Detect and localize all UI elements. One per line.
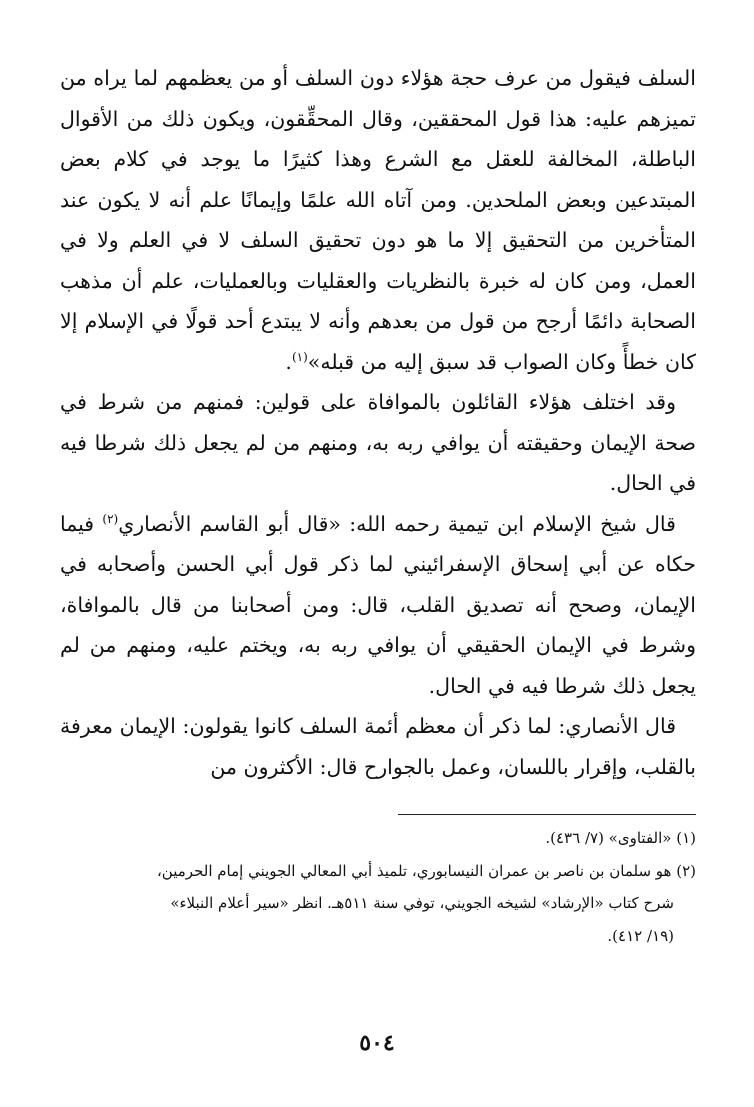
footnote-ref-1: (١)	[291, 349, 308, 364]
paragraph-3-text-after: فيما حكاه عن أبي إسحاق الإسفرائيني لما ذكر قول أبي الحسن وأصحابه في الإيمان، وصحح أنه تصديق القلب، قال: ومن أصحابنا من قال بالموافاة، وشرط في الإيمان الحقيقي أن يوافي ربه به، ويختم عليه، ومنهم من لم يجعل ذلك شرطا فيه في الحال.	[60, 511, 696, 698]
page-number: ٥٠٤	[359, 1030, 395, 1056]
footnotes	[60, 822, 696, 952]
paragraph-1-trailing: .	[285, 349, 292, 374]
footnote-1: (١) «الفتاوى» (٧/ ٤٣٦).	[545, 829, 696, 847]
footnote-2-line-2: شرح كتاب «الإرشاد» لشيخه الجويني، توفي سنة ٥١١هـ. انظر «سير أعلام النبلاء»	[170, 894, 674, 912]
paragraph-3-text-before: قال شيخ الإسلام ابن تيمية رحمه الله: «قال أبو القاسم الأنصاري	[118, 511, 676, 536]
paragraph-3	[60, 504, 696, 707]
paragraph-2	[60, 382, 696, 504]
paragraph-4	[60, 706, 696, 787]
footnote-2-line-1: (٢) هو سلمان بن ناصر بن عمران النيسابوري، تلميذ أبي المعالي الجويني إمام الحرمين،	[156, 861, 696, 880]
paragraph-4-text: قال الأنصاري: لما ذكر أن معظم أئمة السلف كانوا يقولون: الإيمان معرفة بالقلب، وإقرار باللسان، وعمل بالجوارح قال: الأكثرون من	[60, 714, 696, 779]
footnote-divider	[398, 814, 696, 815]
paragraph-1-text: السلف فيقول من عرف حجة هؤلاء دون السلف أو من يعظمهم لما يراه من تميزهم عليه: هذا قول المحققين، وقال المحقِّقون، ويكون ذلك من الأقوال الباطلة، المخالفة للعقل مع الشرع وهذا كثيرًا ما يوجد في كلام بعض المبتدعين وبعض الملحدين. ومن آتاه الله علمًا وإيمانًا علم أنه لا يكون عند المتأخرين من التحقيق إلا ما هو دون تحقيق السلف لا في العلم ولا في العمل، ومن كان له خبرة بالنظريات والعقليات وبالعمليات، علم أن مذهب الصحابة دائمًا أرجح من قول من بعدهم وأنه لا يبتدع أحد قولًا في الإسلام إلا كان خطأً وكان الصواب قد سبق إليه من قبله»	[60, 66, 696, 374]
main-text	[60, 58, 696, 787]
footnote-2-line-3: (١٩/ ٤١٢).	[607, 926, 674, 945]
footnote-ref-2: (٢)	[102, 511, 119, 526]
paragraph-1	[60, 58, 696, 382]
paragraph-2-text: وقد اختلف هؤلاء القائلون بالموافاة على قولين: فمنهم من شرط في صحة الإيمان وحقيقته أن يوافي ربه به، ومنهم من لم يجعل ذلك شرطا فيه في الحال.	[60, 390, 696, 495]
